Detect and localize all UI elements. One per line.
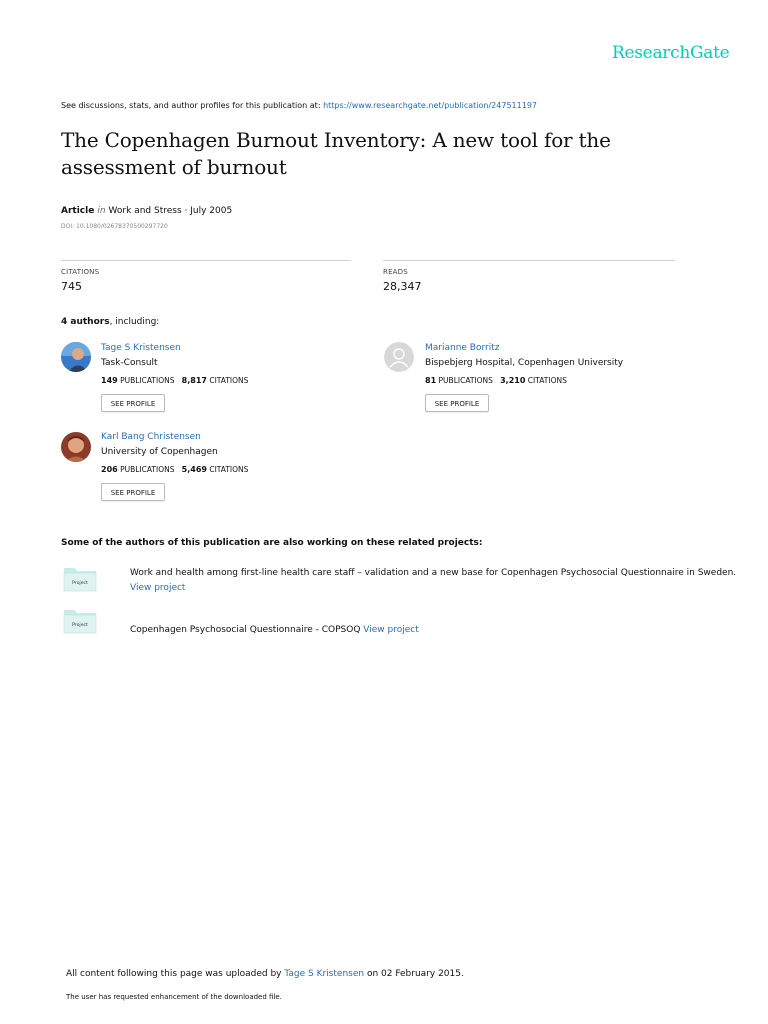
article-meta [61,206,232,216]
view-project-link[interactable]: View project [363,625,419,635]
citations-word: CITATIONS [209,376,249,385]
article-in: in [97,206,106,216]
project-row [130,617,419,636]
see-discussions-text: See discussions, stats, and author profiles for this publication at: [61,101,324,110]
citations-word: CITATIONS [527,376,567,385]
enhancement-note: The user has requested enhancement of the downloaded file. [66,993,282,1001]
citations-divider [61,260,351,261]
reads-value: 28,347 [383,280,422,293]
see-profile-button[interactable]: SEE PROFILE [425,394,489,412]
author-institution: Bispebjerg Hospital, Copenhagen University [425,358,624,368]
publications-word: PUBLICATIONS [120,465,175,474]
article-title: The Copenhagen Burnout Inventory: A new tool for the assessment of burnout [61,128,611,179]
reads-label: READS [383,268,408,276]
author-name-link[interactable]: Karl Bang Christensen [101,432,201,442]
see-discussions-line [61,101,537,110]
author-institution: Task-Consult [101,358,158,368]
authors-including: , including: [109,317,160,327]
citations-value: 745 [61,280,82,293]
citations-label: CITATIONS [61,268,100,276]
authors-heading [61,317,159,327]
researchgate-logo[interactable]: ResearchGate [612,43,730,63]
project-title: Work and health among first-line health care staff – validation and a new base for Copenhagen Psychosocial Questionnaire in Sweden. [130,568,737,578]
author-avatar-tage-kristensen[interactable] [61,342,91,372]
article-type: Article [61,206,95,216]
publications-word: PUBLICATIONS [120,376,175,385]
citations-word: CITATIONS [209,465,249,474]
authors-count: 4 authors [61,317,110,327]
project-folder-icon [63,608,97,634]
author-name-link[interactable]: Marianne Borritz [425,343,500,353]
publication-url-link[interactable]: https://www.researchgate.net/publication/247511197 [323,101,537,110]
author-avatar-placeholder-icon[interactable] [384,342,414,372]
project-icon-label: Project [72,581,88,586]
author-name-link[interactable]: Tage S Kristensen [101,343,181,353]
author-institution: University of Copenhagen [101,447,218,457]
publications-count: 206 [101,465,118,474]
project-title: Copenhagen Psychosocial Questionnaire - COPSOQ [130,625,364,635]
reads-divider [383,260,675,261]
author-avatar-karl-christensen[interactable] [61,432,91,462]
upload-suffix: on 02 February 2015. [364,969,464,979]
upload-note [66,969,464,979]
author-stats [425,376,567,385]
publications-count: 81 [425,376,437,385]
author-stats [101,376,248,385]
uploader-link[interactable]: Tage S Kristensen [284,969,365,979]
doi: DOI: 10.1080/02678370500297720 [61,223,168,230]
author-stats [101,465,248,474]
project-icon-label: Project [72,623,88,628]
publications-word: PUBLICATIONS [438,376,493,385]
related-projects-heading: Some of the authors of this publication are also working on these related projects: [61,538,483,548]
author-citations-count: 3,210 [500,376,526,385]
see-profile-button[interactable]: SEE PROFILE [101,394,165,412]
journal-date: Work and Stress · July 2005 [108,206,233,216]
project-folder-icon [63,566,97,592]
see-profile-button[interactable]: SEE PROFILE [101,483,165,501]
publications-count: 149 [101,376,118,385]
view-project-link[interactable]: View project [130,583,186,593]
author-citations-count: 8,817 [181,376,207,385]
author-citations-count: 5,469 [181,465,207,474]
upload-prefix: All content following this page was uploaded by [66,969,285,979]
